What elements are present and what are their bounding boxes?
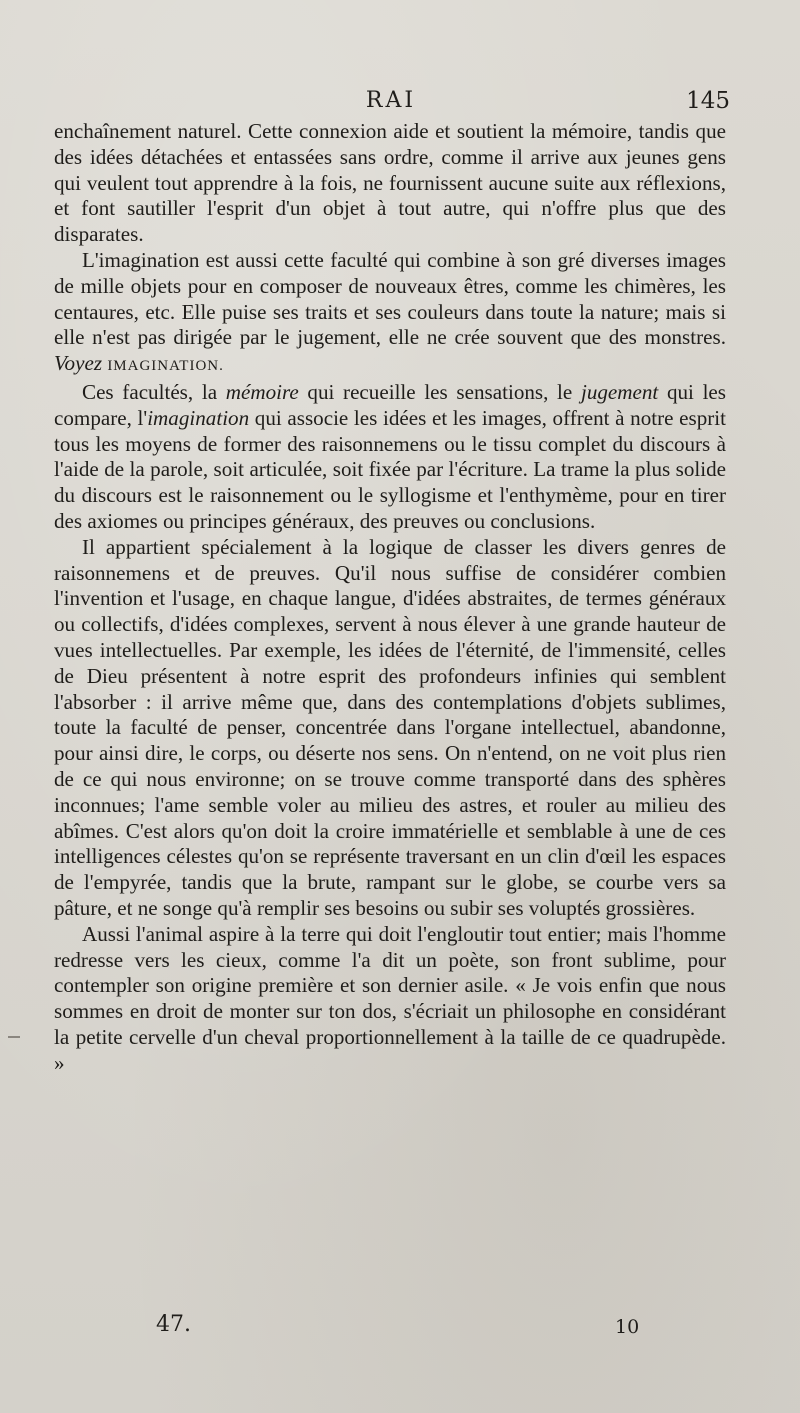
paragraph-3-start: Ces facultés, la bbox=[82, 379, 218, 404]
paragraph-5: Aussi l'animal aspire à la terre qui doit l'engloutir tout entier; mais l'homme redresse vers les cieux, comme l'a dit un poète, son front sublime, pour contempler son origine première et son dernier asile. « Je vois enfin que nous sommes en droit de monter sur ton dos, s'écriait un philosophe en considérant la petite cervelle d'un cheval proportionnellement à la taille de ce quadrupède. » bbox=[54, 921, 726, 1075]
paragraph-2 bbox=[54, 248, 726, 380]
paragraph-3-part-a: qui recueille les sensations, le bbox=[298, 379, 581, 404]
gathering-number: 10 bbox=[615, 1316, 640, 1338]
paragraph-3-part-b: qui les compare, l' bbox=[54, 379, 726, 430]
body-text bbox=[54, 119, 726, 1076]
paragraph-3 bbox=[54, 380, 726, 535]
page-footer bbox=[54, 1312, 726, 1342]
cross-reference-imagination: IMAGINATION. bbox=[107, 358, 224, 375]
voyez-reference: Voyez bbox=[54, 351, 103, 376]
paragraph-4: Il appartient spécialement à la logique de classer les divers genres de raisonnemens et de preuves. Qu'il nous suffise de considérer combien l'invention et l'usage, en chaque langue, d'idées abstraites, de termes généraux ou collectifs, d'idées complexes, servent à nous élever à une grande hauteur de vues intellectuelles. Par exemple, les idées de l'éternité, de l'immensité, celles de Dieu présentent à notre esprit des profondeurs infinies qui semblent l'absorber : il arrive même que, dans des contemplations d'objets sublimes, toute la faculté de penser, concentrée dans l'organe intellectuel, abandonne, pour ainsi dire, le corps, ou déserte nos sens. On n'entend, on ne voit plus rien de ce qui nous environne; on se trouve comme transporté dans des sphères inconnues; l'ame semble voler au milieu des astres, et rouler au milieu des abîmes. C'est alors qu'on doit la croire immatérielle et semblable à une de ces intelligences célestes qu'on se représente traversant en un clin d'œil les espaces de l'empyrée, tandis que la brute, rampant sur le globe, se courbe vers sa pâture, et ne songe qu'à remplir ses besoins ou subir ses voluptés grossières. bbox=[54, 534, 726, 920]
term-jugement: jugement bbox=[580, 379, 659, 404]
paragraph-1: enchaînement naturel. Cette connexion aide et soutient la mémoire, tandis que des idées détachées et entassées sans ordre, comme il arrive aux jeunes gens qui veulent tout apprendre à la fois, ne fournissent aucune suite aux réflexions, et font sautiller l'esprit d'un objet à tout autre, qui n'offre plus que des disparates. bbox=[54, 119, 726, 247]
page-number: 145 bbox=[686, 88, 730, 114]
page-header bbox=[52, 88, 730, 122]
paragraph-3-part-c: qui associe les idées et les images, offrent à notre esprit tous les moyens de former des raisonnemens ou le tissu complet du discours à l'aide de la parole, soit articulée, soit fixée par l'écriture. La trame la plus solide du discours est le raisonnement ou le syllogisme et l'enthymème, pour en tirer des axiomes ou principes généraux, des preuves ou conclusions. bbox=[54, 405, 726, 533]
running-head: RAI bbox=[365, 88, 417, 113]
term-imagination: imagination bbox=[147, 405, 250, 430]
margin-mark bbox=[8, 1036, 20, 1038]
signature-mark: 47. bbox=[156, 1312, 191, 1337]
term-memoire: mémoire bbox=[225, 379, 299, 404]
paragraph-2-text: L'imagination est aussi cette faculté qui combine à son gré diverses images de mille objets pour en composer de nouveaux êtres, comme les chimères, les centaures, etc. Elle puise ses traits et ses couleurs dans toute la nature; mais si elle n'est pas dirigée par le jugement, elle ne crée souvent que des monstres. bbox=[54, 247, 726, 350]
